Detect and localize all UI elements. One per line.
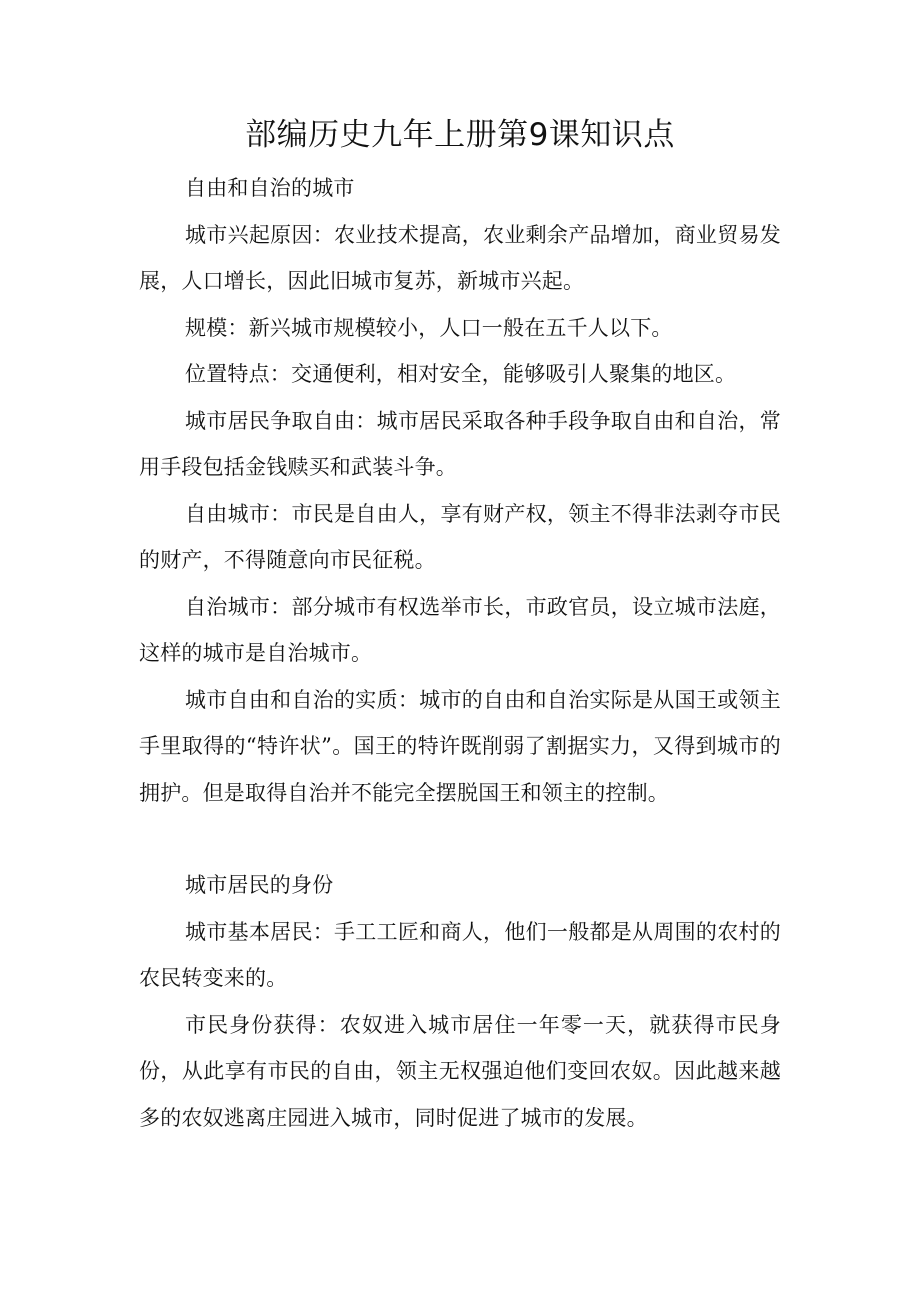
document-body: [139, 165, 781, 1141]
paragraph-fight-for-freedom: 城市居民争取自由：城市居民采取各种手段争取自由和自治，常用手段包括金钱赎买和武装斗争。: [139, 408, 781, 479]
paragraph-citizen-status: 市民身份获得：农奴进入城市居住一年零一天，就获得市民身份，从此享有市民的自由，领主无权强迫他们变回农奴。因此越来越多的农奴逃离庄园进入城市，同时促进了城市的发展。: [139, 1012, 781, 1130]
paragraph-scale: 规模：新兴城市规模较小，人口一般在五千人以下。: [185, 315, 673, 340]
section-heading-residents: 城市居民的身份: [185, 873, 334, 897]
paragraph-autonomous-city: 自治城市：部分城市有权选举市长，市政官员，设立城市法庭，这样的城市是自治城市。: [139, 594, 781, 665]
section-heading-free-cities: 自由和自治的城市: [185, 176, 355, 200]
document-title: 部编历史九年上册第9课知识点: [245, 117, 675, 153]
paragraph-free-city: 自由城市：市民是自由人，享有财产权，领主不得非法剥夺市民的财产，不得随意向市民征税。: [139, 501, 781, 572]
paragraph-location: 位置特点：交通便利，相对安全，能够吸引人聚集的地区。: [185, 362, 737, 386]
paragraph-essence: 城市自由和自治的实质：城市的自由和自治实际是从国王或领主手里取得的“特许状”。国王的特许既削弱了割据实力，又得到城市的拥护。但是取得自治并不能完全摆脱国王和领主的控制。: [139, 687, 781, 805]
section-gap: [139, 816, 781, 862]
paragraph-city-rise-reasons: 城市兴起原因：农业技术提高，农业剩余产品增加，商业贸易发展，人口增长，因此旧城市复苏，新城市兴起。: [139, 222, 781, 293]
paragraph-basic-residents: 城市基本居民：手工工匠和商人，他们一般都是从周围的农村的农民转变来的。: [139, 919, 781, 990]
